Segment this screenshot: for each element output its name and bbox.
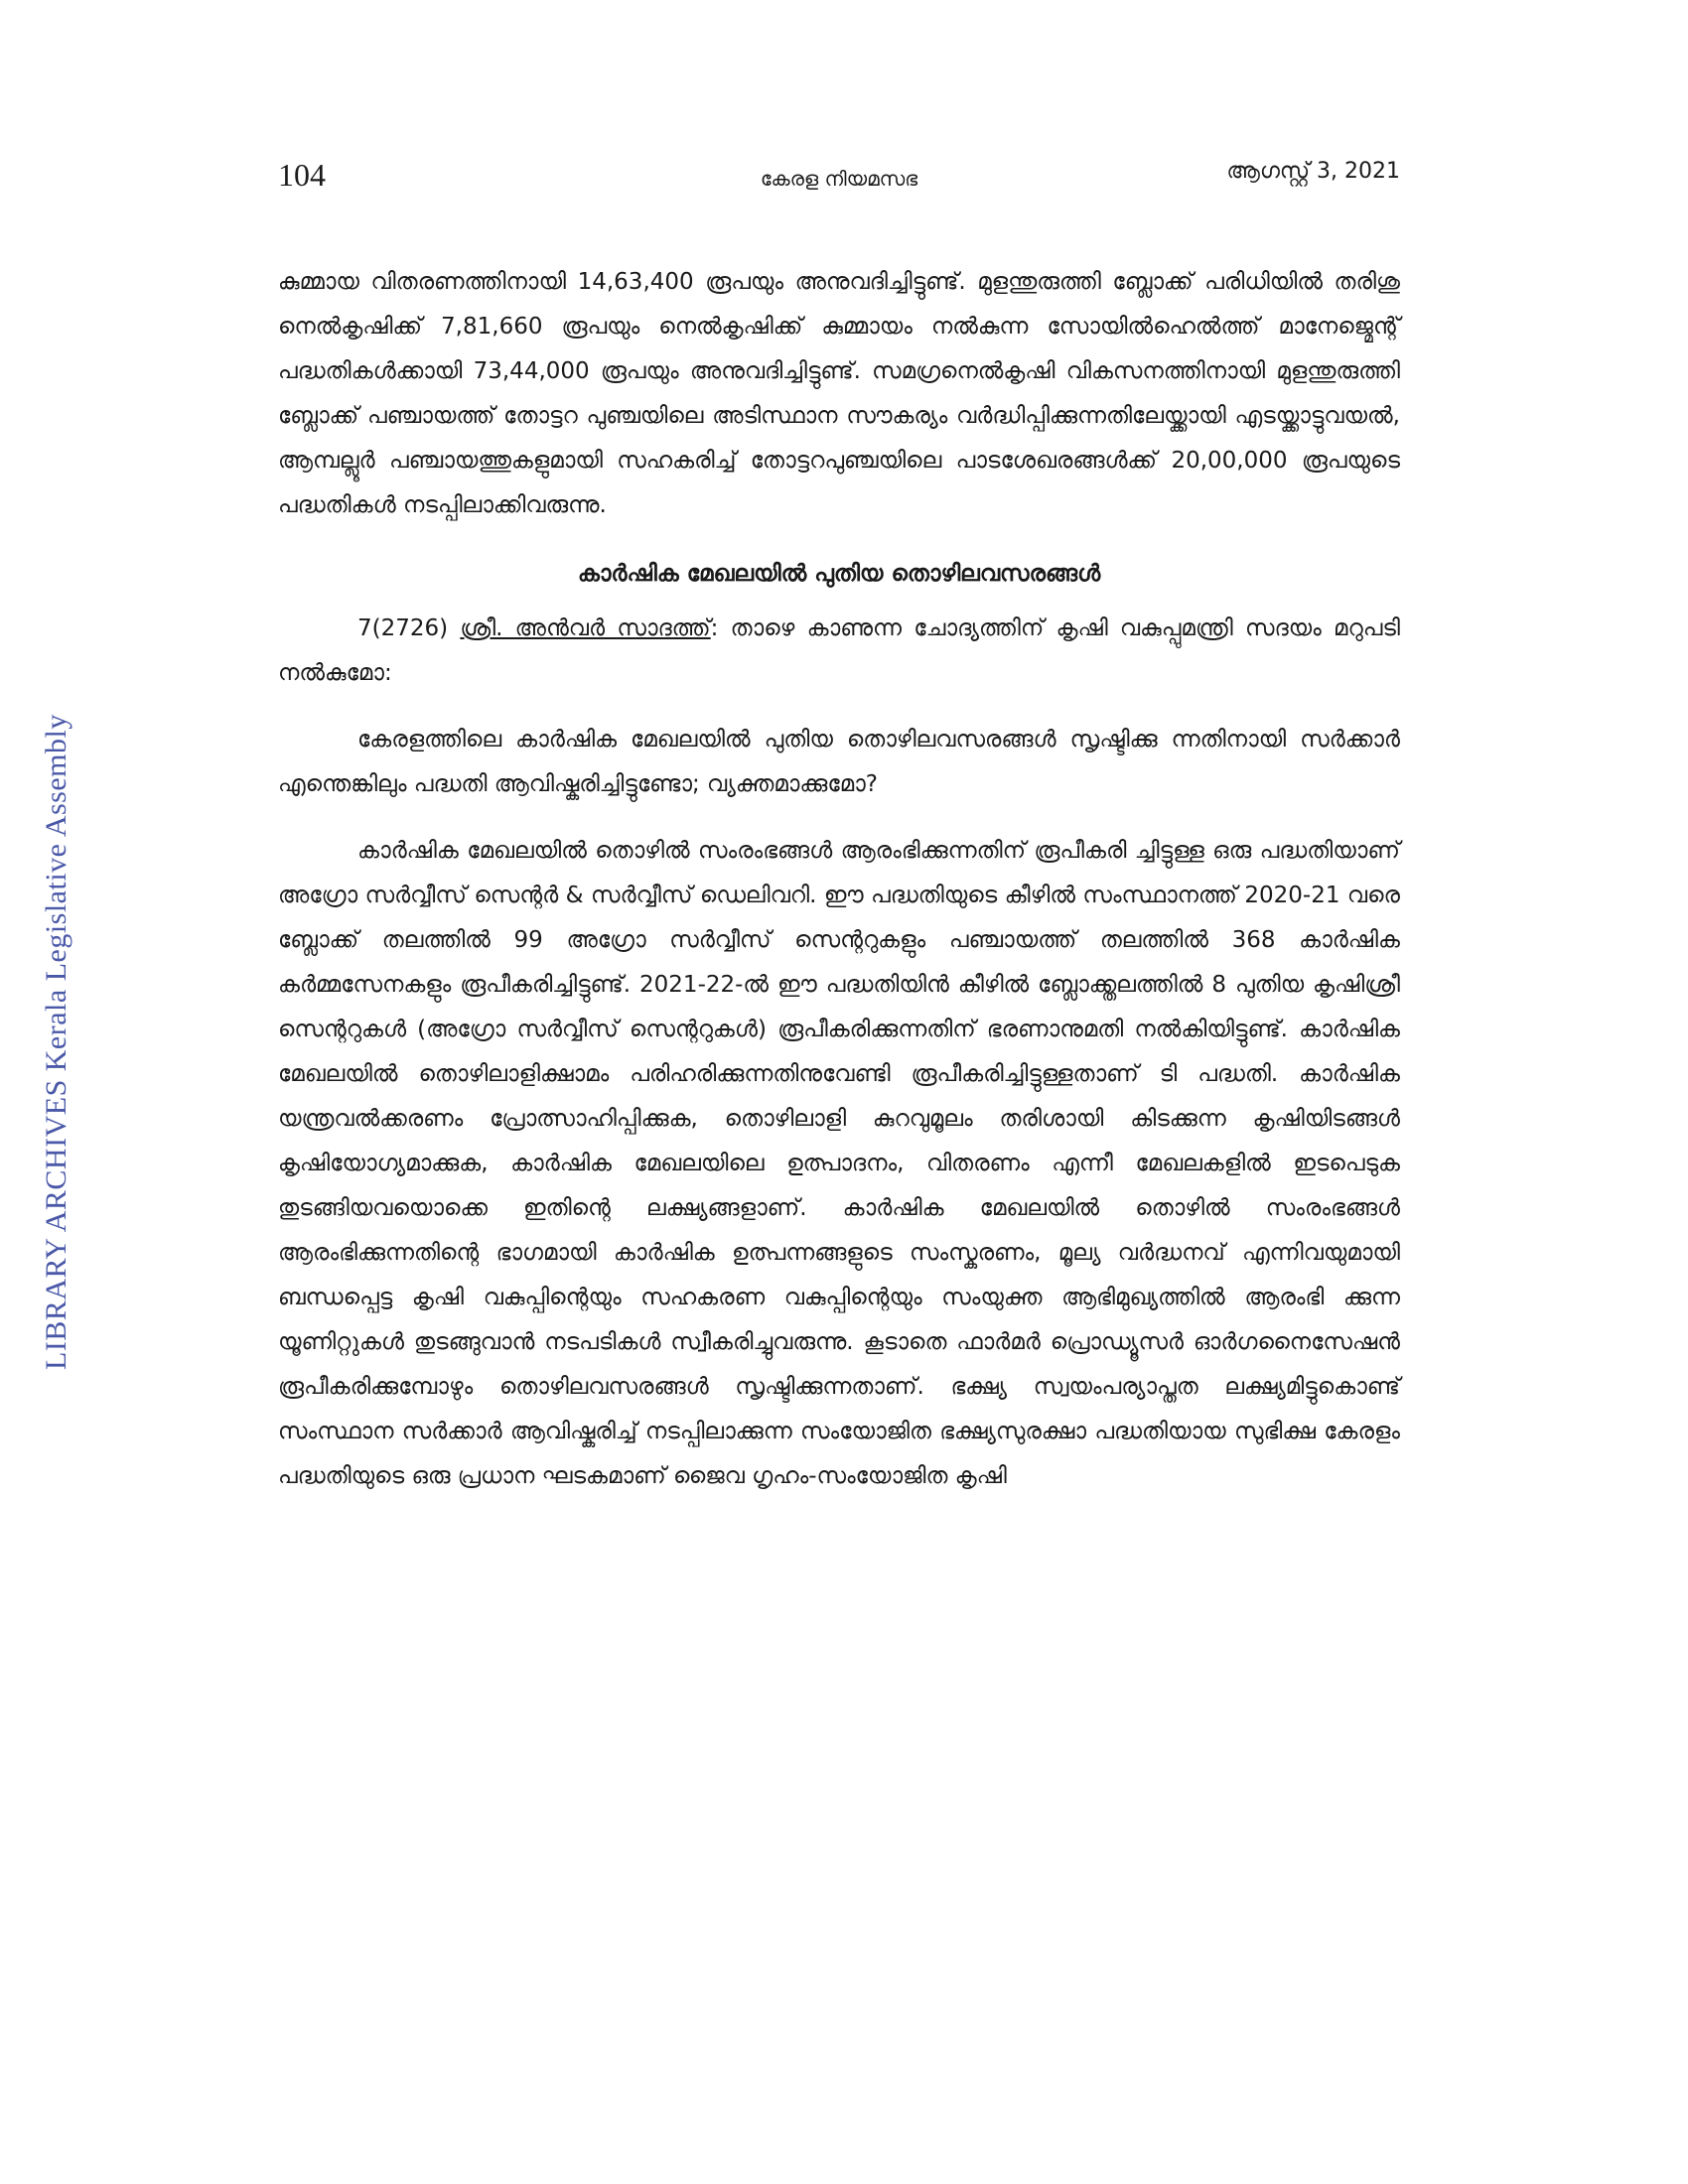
section-heading: കാർഷിക മേഖലയിൽ പുതിയ തൊഴിലവസരങ്ങൾ bbox=[577, 561, 1101, 587]
page-number: 104 bbox=[278, 157, 326, 193]
archive-watermark: LIBRARY ARCHIVES Kerala Legislative Assembly bbox=[40, 714, 72, 1370]
member-name: ശ്രീ. അൻവർ സാദത്ത് bbox=[460, 615, 711, 641]
header-date: ആഗസ്റ്റ് 3, 2021 bbox=[1226, 159, 1400, 184]
paragraph-continuation: കുമ്മായ വിതരണത്തിനായി 14,63,400 രൂപയും അനുവദിച്ചിട്ടുണ്ട്. മുളന്തുരുത്തി ബ്ലോക്ക് പരിധിയിൽ തരിശു നെൽകൃഷിക്ക് 7,81,660 രൂപയും നെൽകൃഷിക്ക് കുമ്മായം നൽകുന്ന സോയിൽഹെൽത്ത് മാനേജ്മെന്റ് പദ്ധതികൾക്കായി 73,44,000 രൂപയും അനുവദിച്ചിട്ടുണ്ട്. സമഗ്രനെൽകൃഷി വികസനത്തിനായി മുളന്തുരുത്തി ബ്ലോക്ക് പഞ്ചായത്ത് തോട്ടറ പുഞ്ചയിലെ അടിസ്ഥാന സൗകര്യം വർദ്ധിപ്പിക്കുന്നതിലേയ്ക്കായി എടയ്ക്കാട്ടുവയൽ, ആമ്പല്ലൂർ പഞ്ചായത്തുകളുമായി സഹകരിച്ച് തോട്ടറപുഞ്ചയിലെ പാടശേഖരങ്ങൾക്ക് 20,00,000 രൂപയുടെ പദ്ധതികൾ നടപ്പിലാക്കിവരുന്നു. bbox=[278, 269, 1400, 518]
page-body bbox=[278, 260, 1400, 1499]
page-header bbox=[278, 157, 1400, 206]
answer-paragraph: കാർഷിക മേഖലയിൽ തൊഴിൽ സംരംഭങ്ങൾ ആരംഭിക്കുന്നതിന് രൂപീകരി ച്ചിട്ടുള്ള ഒരു പദ്ധതിയാണ് അഗ്രോ സർവ്വീസ് സെന്റർ & സർവ്വീസ് ഡെലിവറി. ഈ പദ്ധതിയുടെ കീഴിൽ സംസ്ഥാനത്ത് 2020-21 വരെ ബ്ലോക്ക് തലത്തിൽ 99 അഗ്രോ സർവ്വീസ് സെന്ററുകളും പഞ്ചായത്ത് തലത്തിൽ 368 കാർഷിക കർമ്മസേനകളും രൂപീകരിച്ചിട്ടുണ്ട്. 2021-22-ൽ ഈ പദ്ധതിയിൻ കീഴിൽ ബ്ലോക്ക്തലത്തിൽ 8 പുതിയ കൃഷിശ്രീ സെന്ററുകൾ (അഗ്രോ സർവ്വീസ് സെന്ററുകൾ) രൂപീകരിക്കുന്നതിന് ഭരണാനുമതി നൽകിയിട്ടുണ്ട്. കാർഷിക മേഖലയിൽ തൊഴിലാളിക്ഷാമം പരിഹരിക്കുന്നതിനുവേണ്ടി രൂപീകരിച്ചിട്ടുള്ളതാണ് ടി പദ്ധതി. കാർഷിക യന്ത്രവൽക്കരണം പ്രോത്സാഹിപ്പിക്കുക, തൊഴിലാളി കുറവുമൂലം തരിശായി കിടക്കുന്ന കൃഷിയിടങ്ങൾ കൃഷിയോഗ്യമാക്കുക, കാർഷിക മേഖലയിലെ ഉത്പാദനം, വിതരണം എന്നീ മേഖലകളിൽ ഇടപെടുക തുടങ്ങിയവയൊക്കെ ഇതിന്റെ ലക്ഷ്യങ്ങളാണ്. കാർഷിക മേഖലയിൽ തൊഴിൽ സംരംഭങ്ങൾ ആരംഭിക്കുന്നതിന്റെ ഭാഗമായി കാർഷിക ഉത്പന്നങ്ങളുടെ സംസ്കരണം, മൂല്യ വർദ്ധനവ് എന്നിവയുമായി ബന്ധപ്പെട്ട കൃഷി വകുപ്പിന്റെയും സഹകരണ വകുപ്പിന്റെയും സംയുക്ത ആഭിമുഖ്യത്തിൽ ആരംഭി ക്കുന്ന യൂണിറ്റുകൾ തുടങ്ങുവാൻ നടപടികൾ സ്വീകരിച്ചുവരുന്നു. കൂടാതെ ഫാർമർ പ്രൊഡ്യൂസർ ഓർഗനൈസേഷൻ രൂപീകരിക്കുമ്പോഴും തൊഴിലവസരങ്ങൾ സൃഷ്ടിക്കുന്നതാണ്. ഭക്ഷ്യ സ്വയംപര്യാപ്തത ലക്ഷ്യമിട്ടുകൊണ്ട് സംസ്ഥാന സർക്കാർ ആവിഷ്കരിച്ച് നടപ്പിലാക്കുന്ന സംയോജിത ഭക്ഷ്യസുരക്ഷാ പദ്ധതിയായ സുഭിക്ഷ കേരളം പദ്ധതിയുടെ ഒരു പ്രധാന ഘടകമാണ് ജൈവ ഗൃഹം-സംയോജിത കൃഷി bbox=[278, 838, 1400, 1489]
question-number: 7(2726) bbox=[357, 615, 449, 641]
running-title: കേരള നിയമസഭ bbox=[760, 167, 918, 191]
question-query: കേരളത്തിലെ കാർഷിക മേഖലയിൽ പുതിയ തൊഴിലവസരങ്ങൾ സൃഷ്ടിക്കു ന്നതിനായി സർക്കാർ എന്തെങ്കിലും പദ്ധതി ആവിഷ്കരിച്ചിട്ടുണ്ടോ; വ്യക്തമാക്കുമോ? bbox=[278, 727, 1400, 797]
question-intro bbox=[278, 607, 1400, 696]
question-text: : താഴെ കാണുന്ന ചോദ്യത്തിന് കൃഷി വകുപ്പുമന്ത്രി സദയം മറുപടി നൽകുമോ: bbox=[278, 615, 1401, 686]
